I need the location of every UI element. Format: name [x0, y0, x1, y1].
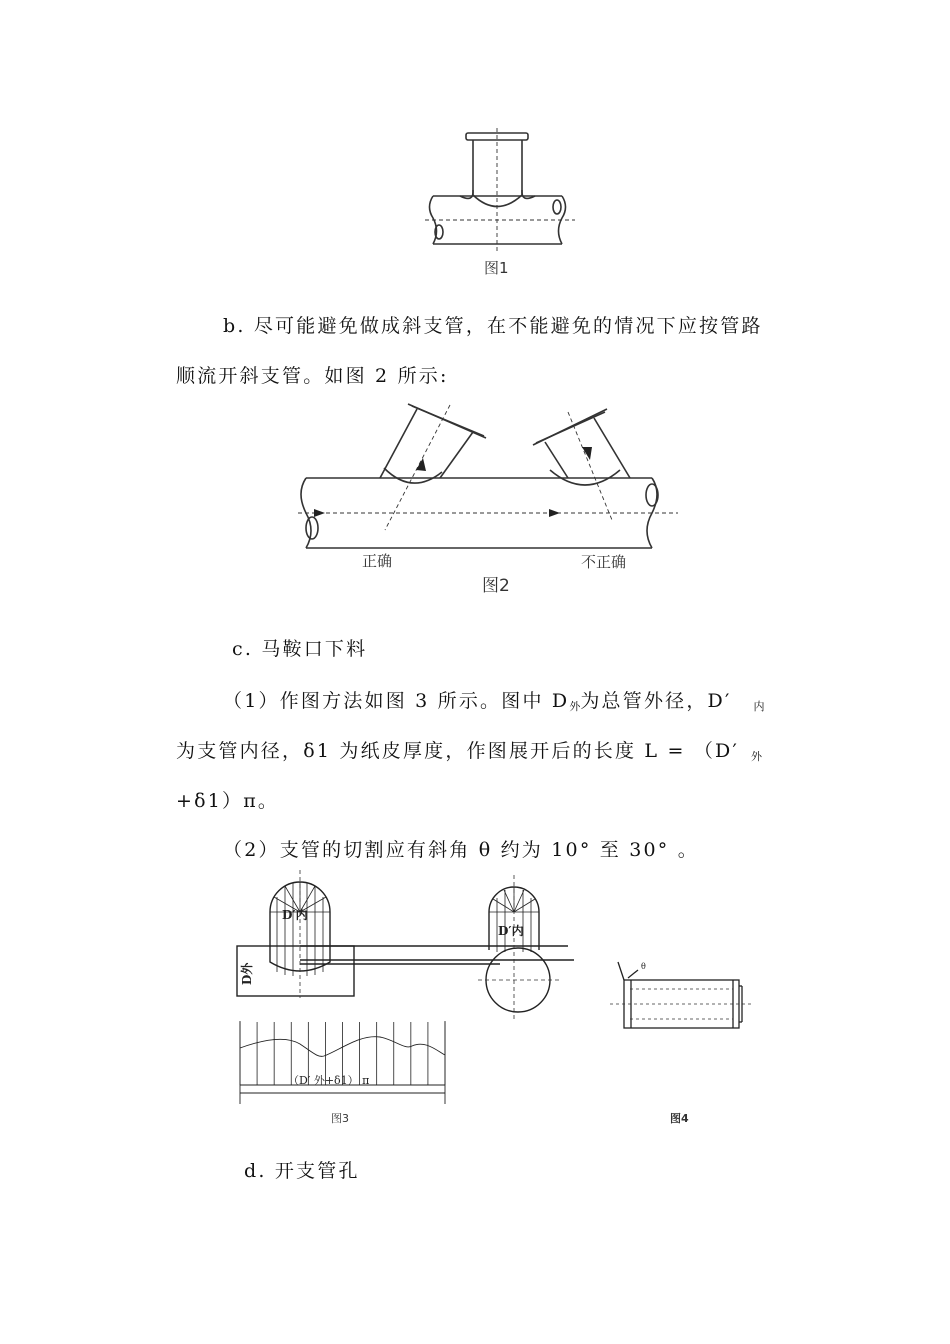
figure-4-angle-label: θ: [641, 962, 646, 971]
para-1-line-1-text-a: （1）作图方法如图 3 所示。图中 D: [223, 690, 570, 712]
figure-3-label-d-inner-left: D′内: [282, 908, 308, 922]
para-b-line-1: b. 尽可能避免做成斜支管，在不能避免的情况下应按管路: [223, 315, 763, 337]
figure-4-caption: 图4: [670, 1112, 689, 1125]
figure-3-dimension: （D′ 外+δ1） π: [288, 1074, 370, 1087]
para-d-heading: d. 开支管孔: [244, 1160, 360, 1182]
para-2: （2）支管的切割应有斜角 θ 约为 10° 至 30° 。: [223, 839, 699, 861]
figure-3-label-d-inner-right: D′内: [498, 924, 524, 938]
figure-3-caption: 图3: [331, 1112, 349, 1125]
figure-2-caption: 图2: [482, 576, 510, 596]
figure-2-label-incorrect: 不正确: [581, 553, 627, 571]
subscript-inner: 内: [753, 700, 765, 713]
para-1-line-3: +δ1）π。: [176, 790, 280, 812]
para-c-heading: c. 马鞍口下料: [232, 638, 368, 660]
figure-1-caption: 图1: [484, 259, 509, 277]
para-b-line-2: 顺流开斜支管。如图 2 所示:: [176, 365, 449, 387]
para-1-line-2-text: 为支管内径，δ1 为纸皮厚度，作图展开后的长度 L = （D′: [176, 740, 739, 762]
para-1-line-1-text-b: 为总管外径，D′: [580, 690, 732, 712]
figure-3-label-d-outer: D外: [240, 962, 254, 985]
subscript-outer: 外: [569, 700, 581, 713]
figure-2-label-correct: 正确: [362, 552, 393, 570]
subscript-outer-2: 外: [750, 750, 762, 763]
